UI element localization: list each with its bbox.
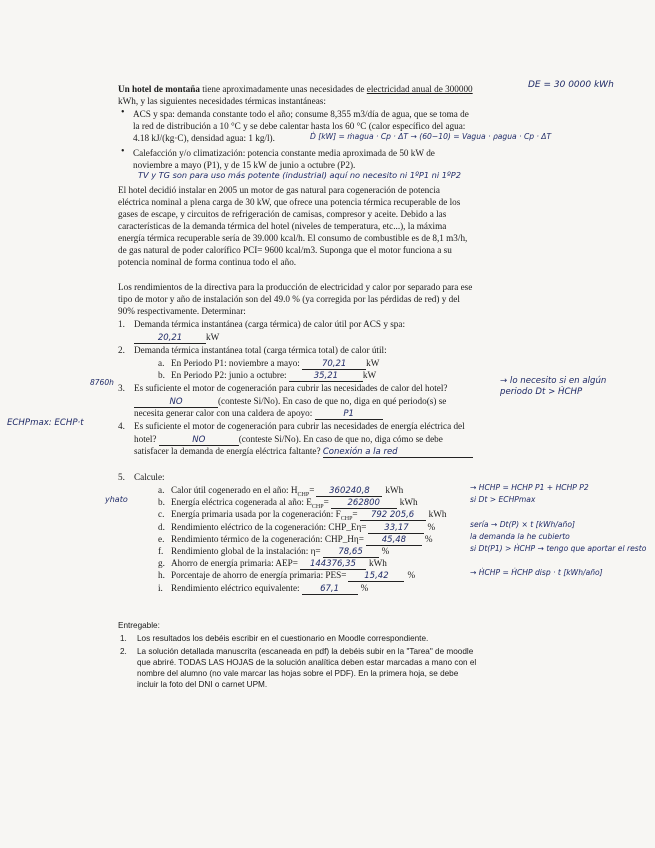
- question-1-number: 1.: [118, 319, 125, 329]
- question-3-line-3: necesita generar calor con una caldera de apoyo: P1: [134, 407, 383, 420]
- question-5-item-row: [171, 521, 435, 534]
- question-2b-answer: 35,21: [289, 371, 363, 382]
- para1-line: gases de escape, y circuitos de refrigeración de camisas, compresor y aceite. Debido a las: [118, 209, 447, 219]
- bullet-1-line-1: ACS y spa: demanda constante todo el año; consume 8,355 m3/día de agua, que se toma de: [133, 109, 469, 119]
- question-5-item-label: Porcentaje de ahorro de energía primaria: PES=: [171, 570, 347, 581]
- question-5-item-unit: kWh: [368, 558, 387, 569]
- question-5-item-letter: f.: [158, 546, 164, 556]
- question-5-item-unit: kWh: [385, 485, 404, 495]
- margin-note-hours: 8760h: [90, 378, 114, 387]
- question-5-item-row: [171, 557, 387, 570]
- entregable-item-2-line: que abriré. TODAS LAS HOJAS de la solución analítica deben estar marcadas a mano con el: [137, 658, 477, 667]
- question-5-item-label: Energía eléctrica cogenerada al año: E: [171, 497, 312, 508]
- question-5-item-answer: 262800: [331, 498, 397, 509]
- question-5-item-subscript: CHP: [297, 491, 310, 498]
- question-5-item-answer: 792 205,6: [360, 510, 426, 521]
- question-2-text: Demanda térmica instantánea total (carga térmica total) de calor útil:: [134, 345, 387, 355]
- question-5-item-letter: d.: [158, 521, 165, 532]
- question-5-item-letter: a.: [158, 485, 165, 495]
- question-4-line-3: satisfacer la demanda de energía eléctrica faltante? Conexión a la red: [134, 445, 473, 458]
- bullet-2-line-2: noviembre a mayo (P1), y de 15 kW de junio a octubre (P2).: [133, 160, 356, 170]
- question-5-item-letter: b.: [158, 497, 165, 508]
- question-5-item-label: Rendimiento eléctrico equivalente:: [171, 582, 300, 593]
- question-5-item-unit: %: [427, 521, 436, 532]
- entregable-item-2-line: La solución detallada manuscrita (escaneada en pdf) la debéis subir en la "Tarea" de moodle: [137, 647, 474, 656]
- question-5-item-row: [171, 545, 389, 558]
- question-1-answer: 20,21: [134, 333, 206, 344]
- question-5-item-handwritten-note: si Dt(P1) > ḢCHP → tengo que aportar el resto: [470, 544, 647, 553]
- margin-note-demand: DE = 30 0000 kWh: [528, 80, 614, 90]
- question-5-item-label: Calor útil cogenerado en el año: H: [171, 485, 298, 495]
- question-5-item-letter: e.: [158, 533, 165, 544]
- question-1-text: Demanda térmica instantánea (carga térmica) de calor útil por ACS y spa:: [134, 319, 406, 329]
- question-4-answer: NO: [159, 435, 239, 446]
- question-5-item-answer: 360240,8: [316, 486, 382, 497]
- question-2-number: 2.: [118, 345, 125, 355]
- question-3-line-2: NO (conteste Si/No). En caso de que no, diga en qué periodo(s) se: [134, 395, 446, 408]
- margin-note-q3: → lo necesito si en algún periodo Dt > ḢCHP: [500, 376, 607, 397]
- entregable-item-1-line: Los resultados los debéis escribir en el cuestionario en Moodle correspondiente.: [137, 634, 429, 643]
- question-5-number: 5.: [118, 472, 125, 482]
- intro-line-2: kWh, y las siguientes necesidades térmicas instantáneas:: [118, 96, 326, 106]
- question-5-item-unit: %: [381, 546, 390, 556]
- question-2b-row: En Periodo P2: junio a octubre: 35,21 kW: [171, 370, 377, 381]
- para1-line: El hotel decidió instalar en 2005 un motor de gas natural para cogeneración de potencia: [118, 185, 440, 195]
- para1-line: de gas natural de poder calorífico PCI= 9600 kcal/m3. Suponga que el motor funciona a su: [118, 245, 452, 255]
- question-5-item-letter: g.: [158, 558, 165, 569]
- para2-line: Los rendimientos de la directiva para la producción de electricidad y calor por separado para ese: [118, 282, 473, 292]
- question-5-item-row: [171, 569, 415, 582]
- question-5-item-equals: =: [309, 485, 315, 495]
- question-3-line-1: Es suficiente el motor de cogeneración para cubrir las necesidades de calor del hotel?: [134, 383, 448, 393]
- question-3-number: 3.: [118, 383, 125, 393]
- question-5-item-row: [171, 582, 368, 595]
- question-5-item-answer: 78,65: [323, 547, 379, 558]
- question-5-item-label: Ahorro de energía primaria: AEP=: [171, 558, 298, 569]
- question-2a-letter: a.: [158, 358, 165, 368]
- question-5-title: Calcule:: [134, 472, 165, 482]
- question-5-item-answer: 144376,35: [300, 559, 366, 570]
- entregable-item-2-line: incluir la foto del DNI o carnet UPM.: [137, 680, 268, 689]
- question-5-item-handwritten-note: sería → Dt(P) × t [kWh/año]: [470, 519, 575, 529]
- para1-line: eléctrica nominal a plena carga de 30 kW, que ofrece una potencia térmica recuperable de los: [118, 197, 461, 207]
- question-5-item-label: Rendimiento térmico de la cogeneración: CHP_Hη=: [171, 533, 364, 544]
- question-5-item-unit: %: [360, 582, 369, 593]
- question-5-item-letter: c.: [158, 509, 165, 520]
- question-5-item-label: Energía primaria usada por la cogeneración: F: [171, 509, 341, 520]
- question-5-item-answer: 45,48: [366, 535, 422, 546]
- para1-line: características de la demanda térmica del hotel (niveles de temperatura, etc...), la máxima: [118, 221, 447, 231]
- question-4-line-2: hotel? NO (conteste Si/No). En caso de que no, diga cómo se debe: [134, 434, 443, 445]
- question-5-item-letter: i.: [158, 582, 163, 593]
- question-5-item-equals: =: [323, 497, 329, 508]
- intro-line-1: Un hotel de montaña tiene aproximadamente unas necesidades de electricidad anual de 300000: [118, 84, 473, 94]
- question-5-item-row: [171, 533, 433, 546]
- bullet-dot: •: [121, 107, 125, 118]
- question-4-line-1: Es suficiente el motor de cogeneración para cubrir las necesidades de energía eléctrica del: [134, 421, 465, 431]
- para2-line: 90% respectivamente. Determinar:: [118, 306, 246, 316]
- question-3-answer: NO: [134, 397, 218, 408]
- question-4-number: 4.: [118, 421, 125, 431]
- intro-title: Un hotel de montaña: [118, 84, 200, 94]
- question-2a-answer: 70,21: [302, 359, 366, 370]
- question-5-item-subscript: CHP: [340, 516, 353, 523]
- question-5-item-handwritten-note: → HCHP = HCHP P1 + HCHP P2: [470, 483, 589, 492]
- bullet-2-handwritten-note: TV y TG son para uso más potente (industrial) aquí no necesito ni 1ºP1 ni 1ºP2: [138, 170, 461, 180]
- question-5-item-unit: %: [407, 570, 416, 581]
- entregable-item-2-line: nombre del alumno (no vale marcar las hojas sobre el PDF). En la primera hoja, se debe: [137, 669, 459, 678]
- question-2a-row: En Periodo P1: noviembre a mayo: 70,21 kW: [171, 358, 380, 369]
- question-5-item-handwritten-note: si Dt > ECHPmax: [470, 495, 536, 505]
- bullet-1-handwritten-note: Ḋ [kW] = ṁagua · Cp · ΔT → (60−10) = Vagua · ρagua · Cp · ΔT: [310, 132, 552, 141]
- question-5-item-letter: h.: [158, 570, 165, 581]
- question-1-answer-row: 20,21 kW: [134, 331, 219, 344]
- bullet-1-line-3: 4.18 kJ/(kg·C), densidad agua: 1 kg/l).: [133, 133, 275, 143]
- entregable-item-2-number: 2.: [120, 647, 127, 656]
- question-5-item-answer: 15,42: [348, 571, 404, 582]
- question-5-item-subscript: CHP: [311, 504, 324, 511]
- question-5-item-unit: kWh: [399, 497, 418, 508]
- para1-line: energía térmica recuperable sería de 39.000 kcal/h. El consumo de combustible es de 8,1 m3/h,: [118, 233, 468, 243]
- entregable-item-1-number: 1.: [120, 634, 127, 643]
- bullet-1-line-2: la red de distribución a 10 °C y se debe calentar hasta los 60 °C (calor específico del agua:: [133, 121, 466, 131]
- question-5-item-answer: 33,17: [368, 523, 424, 534]
- question-5-item-handwritten-note: → ḢCHP = ḢCHP disp · t [kWh/año]: [470, 568, 603, 578]
- question-4-method-answer: Conexión a la red: [323, 447, 473, 458]
- question-3-period-answer: P1: [315, 409, 383, 420]
- bullet-dot: •: [121, 146, 125, 157]
- bullet-2-line-1: Calefacción y/o climatización: potencia constante media aproximada de 50 kW de: [133, 148, 435, 158]
- entregable-title: Entregable:: [118, 621, 160, 630]
- question-5-item-unit: kWh: [428, 509, 447, 520]
- margin-note-echp: ECHPmax: ECHP·t: [7, 418, 84, 428]
- question-5-item-handwritten-note: la demanda la he cubierto: [470, 531, 570, 541]
- question-5-item-label: Rendimiento global de la instalación: η=: [171, 546, 321, 556]
- question-2b-letter: b.: [158, 370, 165, 380]
- question-5-item-answer: 67,1: [302, 584, 358, 595]
- para2-line: tipo de motor y año de instalación son del 49.0 % (ya corregida por las pérdidas de red) y del: [118, 294, 460, 304]
- margin-note-q5: yhato: [105, 495, 128, 504]
- para1-line: potencia nominal de forma continua todo el año.: [118, 257, 297, 267]
- question-5-item-equals: =: [352, 509, 358, 520]
- question-5-item-label: Rendimiento eléctrico de la cogeneración: CHP_Eη=: [171, 521, 367, 532]
- question-5-item-unit: %: [424, 533, 433, 544]
